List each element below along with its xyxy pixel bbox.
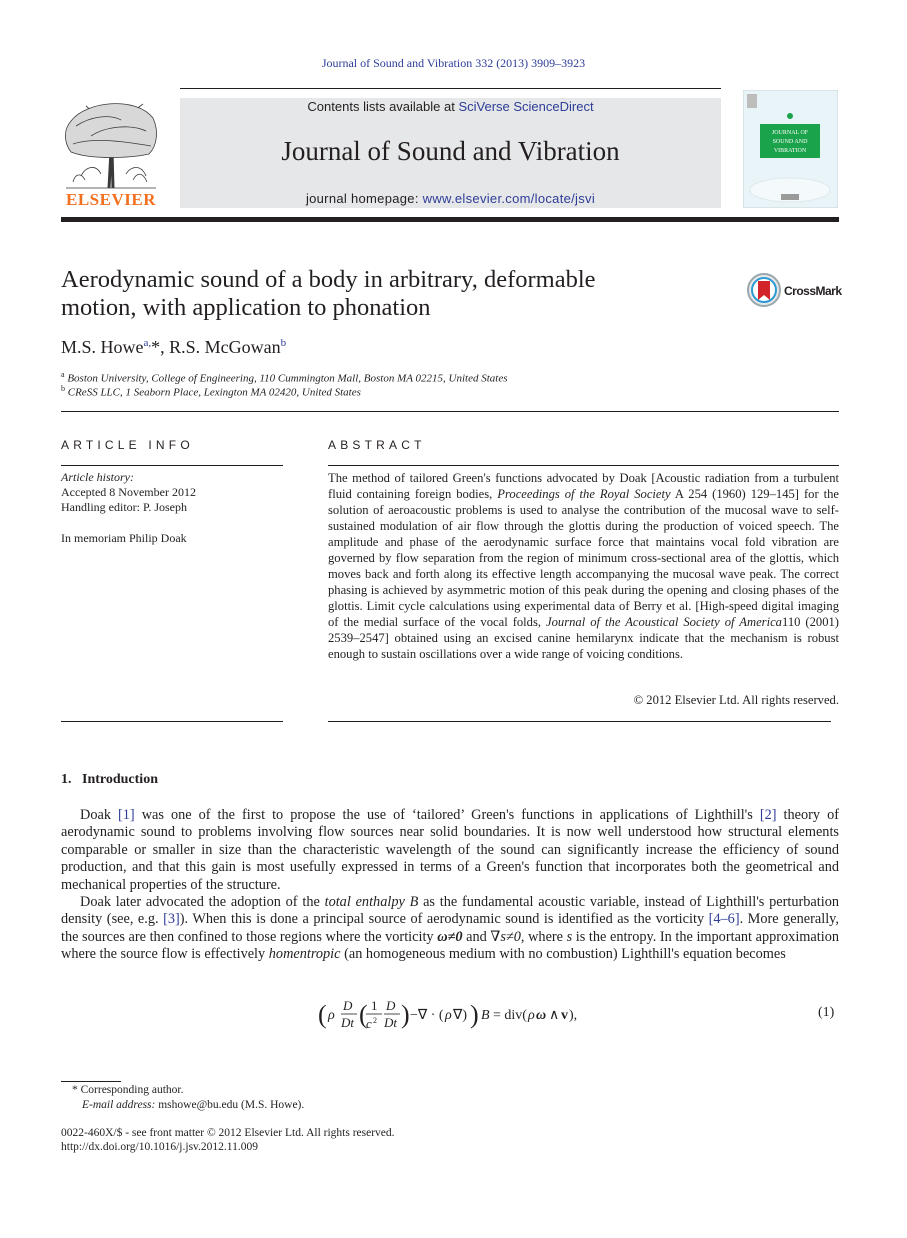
abstract-text — [328, 470, 839, 662]
email-address[interactable]: mshowe@bu.edu (M.S. Howe). — [158, 1099, 305, 1111]
author-1-affil-mark[interactable]: a, — [143, 337, 152, 349]
abstract-segment: 110 (2001) 2539–2547] obtained using an excised canine hemilarynx indicate that the mechanism is robust enough to sustain oscillations over a wide range of voicing conditions. — [328, 615, 839, 661]
svg-text:ρ: ρ — [328, 1008, 335, 1023]
history-label: Article history: — [61, 470, 134, 484]
abstract-heading: ABSTRACT — [328, 438, 426, 452]
abstract-segment: A 254 (1960) 129–145] for the solution of aeroacoustic problems is used to analyse the contribution of the mucosal wave to self-sustained modulation of air flow through the glottis during the production of voiced speech. The amplitude and phase of the aerodynamic surface force that maintains vocal fold vibration are governed by flow separation from the region of minimum cross-sectional area of the glottis, which moves back and forth along its effective length accompanying the mucosal wave peak. The correct phasing is achieved by asymmetric motion of this peak during the opening and closing phases of the glottis. Limit cycle calculations using experimental data of Berry et al. [High-speed digital imaging of the medial surface of the vocal folds, — [328, 487, 840, 629]
abstract-journal-ref: Proceedings of the Royal Society — [497, 487, 671, 501]
affiliation-mark: b — [61, 384, 65, 393]
svg-text:1: 1 — [371, 998, 378, 1013]
svg-text:SOUND AND: SOUND AND — [772, 139, 808, 145]
math-inline: s — [566, 928, 573, 945]
doi-link[interactable]: http://dx.doi.org/10.1016/j.jsv.2012.11.009 — [61, 1141, 258, 1153]
author-2-affil-mark[interactable]: b — [280, 337, 287, 349]
text-segment: is the entropy. In the important approximation where the source flow is effectively — [61, 928, 840, 963]
svg-text:Dt: Dt — [384, 1015, 397, 1030]
svg-text:c: c — [366, 1016, 372, 1031]
intro-paragraph-1 — [61, 807, 839, 894]
article-history — [61, 470, 283, 515]
title-line-2: motion, with application to phonation — [61, 294, 431, 321]
text-segment: , where — [520, 928, 567, 945]
issn-line: 0022-460X/$ - see front matter © 2012 Elsevier Ltd. All rights reserved. — [61, 1127, 395, 1139]
section-heading-introduction: 1. Introduction — [61, 772, 158, 787]
equation-1 — [0, 998, 907, 1034]
divider — [61, 721, 283, 722]
text-segment: . More generally, the sources are then confined to those regions where the vorticity — [61, 911, 839, 945]
abstract-segment: The method of tailored Green's functions advocated by Doak [Acoustic radiation from a turbulent fluid containing foreign bodies, — [328, 471, 839, 501]
svg-text:B: B — [481, 1008, 490, 1023]
equation-number: (1) — [818, 1005, 835, 1020]
journal-name: Journal of Sound and Vibration — [281, 136, 620, 166]
journal-citation[interactable]: Journal of Sound and Vibration 332 (2013) 3909–3923 — [321, 56, 586, 70]
svg-text:∧: ∧ — [549, 1008, 560, 1023]
svg-text:(: ( — [359, 1000, 368, 1029]
email-note — [82, 1099, 304, 1111]
svg-text:ρ: ρ — [528, 1008, 535, 1023]
header-rule-top — [180, 88, 721, 89]
footnote-rule — [61, 1081, 121, 1082]
math-inline: ∇s≠0 — [490, 928, 521, 945]
text-segment: as the fundamental acoustic variable, instead of Lighthill's perturbation density (see, e.g. — [61, 894, 839, 928]
affiliation-text: Boston University, College of Engineering, 110 Cummington Mall, Boston MA 02215, United States — [67, 372, 508, 385]
homepage-prefix: journal homepage: — [305, 191, 423, 206]
svg-text:): ) — [401, 1000, 410, 1029]
elsevier-wordmark: ELSEVIER — [66, 190, 156, 209]
corresponding-mark[interactable]: * — [151, 337, 161, 357]
svg-text:∇): ∇) — [453, 1008, 468, 1023]
affiliation-a — [61, 370, 507, 385]
article-info-heading: ARTICLE INFO — [61, 438, 194, 452]
affiliation-text: CReSS LLC, 1 Seaborn Place, Lexington MA 02420, United States — [67, 386, 361, 399]
authors — [61, 337, 286, 358]
sciencedirect-link[interactable]: SciVerse ScienceDirect — [458, 99, 594, 114]
affiliation-b — [61, 384, 361, 399]
svg-text:): ) — [470, 1000, 479, 1029]
text-segment: (an homogeneous medium with no combustion) Lighthill's equation becomes — [340, 946, 786, 963]
svg-text:JOURNAL OF: JOURNAL OF — [771, 130, 809, 136]
reference-link[interactable]: [3] — [163, 911, 180, 928]
divider — [61, 465, 283, 466]
author-separator: , — [160, 337, 170, 357]
homepage-line — [180, 191, 721, 206]
affiliation-mark: a — [61, 370, 65, 379]
text-segment: was one of the first to propose the use of ‘tailored’ Green's functions in applications of Lighthill's — [134, 807, 760, 823]
svg-text:ω: ω — [536, 1008, 547, 1023]
svg-text:D: D — [386, 998, 396, 1013]
abstract-journal-ref: Journal of the Acoustical Society of America — [546, 615, 782, 629]
crossmark-label: CrossMark — [784, 284, 842, 298]
svg-text:Dt: Dt — [341, 1015, 354, 1030]
text-segment: Doak later advocated the adoption of the — [80, 894, 325, 910]
text-segment: theory of aerodynamic sound to problems involving flow sources near solid boundaries. It is now well understood how structural elements comparable or smaller in size than the characteristic wavelength of the sound can significantly increase the efficiency of sound production, and that this gain is most usefully expressed in terms of a Green's function that incorporates both the geometrical and mechanical properties of the structure. — [61, 807, 839, 893]
divider — [61, 411, 839, 412]
svg-text:= div(: = div( — [493, 1008, 527, 1023]
title-line-1: Aerodynamic sound of a body in arbitrary, deformable — [61, 266, 596, 293]
svg-text:v: v — [561, 1008, 568, 1023]
author-1[interactable]: M.S. Howe — [61, 337, 144, 357]
svg-text:D: D — [343, 998, 353, 1013]
text-segment: ). When this is done a principal source of aerodynamic sound is identified as the vorticity — [179, 911, 709, 928]
svg-text:ρ: ρ — [445, 1008, 452, 1023]
article-title — [61, 266, 721, 322]
crossmark-icon — [746, 272, 782, 308]
svg-text:(: ( — [318, 1000, 327, 1029]
svg-text:2: 2 — [373, 1016, 377, 1025]
equation-graphic — [0, 998, 907, 1034]
contents-prefix: Contents lists available at — [307, 99, 459, 114]
svg-text:),: ), — [569, 1008, 578, 1023]
accepted-date: Accepted 8 November 2012 — [61, 485, 196, 499]
email-label: E-mail address: — [82, 1099, 159, 1111]
corresponding-author-note: * Corresponding author. — [72, 1084, 184, 1096]
memoriam-note: In memoriam Philip Doak — [61, 531, 187, 545]
homepage-link[interactable]: www.elsevier.com/locate/jsvi — [422, 191, 596, 206]
reference-link[interactable]: [2] — [759, 807, 777, 823]
header-rule-bottom — [61, 217, 839, 222]
divider — [328, 721, 831, 722]
emphasis: homentropic — [268, 946, 341, 963]
reference-link[interactable]: [4–6] — [708, 911, 740, 928]
author-2[interactable]: R.S. McGowan — [169, 337, 281, 357]
svg-text:VIBRATION: VIBRATION — [773, 148, 807, 154]
math-inline: ω≠0 — [437, 928, 463, 945]
elsevier-logo — [61, 96, 161, 210]
journal-cover-thumbnail[interactable] — [743, 90, 838, 208]
reference-link[interactable]: [1] — [118, 807, 135, 823]
intro-paragraph-2 — [61, 894, 839, 964]
emphasis: total enthalpy B — [324, 894, 419, 910]
text-segment: and — [462, 928, 491, 945]
divider — [328, 465, 839, 466]
handling-editor: Handling editor: P. Joseph — [61, 500, 187, 514]
cover-image — [743, 90, 838, 208]
contents-line — [180, 99, 721, 114]
svg-text:−∇ · (: −∇ · ( — [410, 1008, 444, 1023]
text-segment: Doak — [80, 807, 118, 823]
crossmark-badge[interactable] — [746, 272, 842, 308]
abstract-copyright: © 2012 Elsevier Ltd. All rights reserved. — [633, 693, 839, 707]
